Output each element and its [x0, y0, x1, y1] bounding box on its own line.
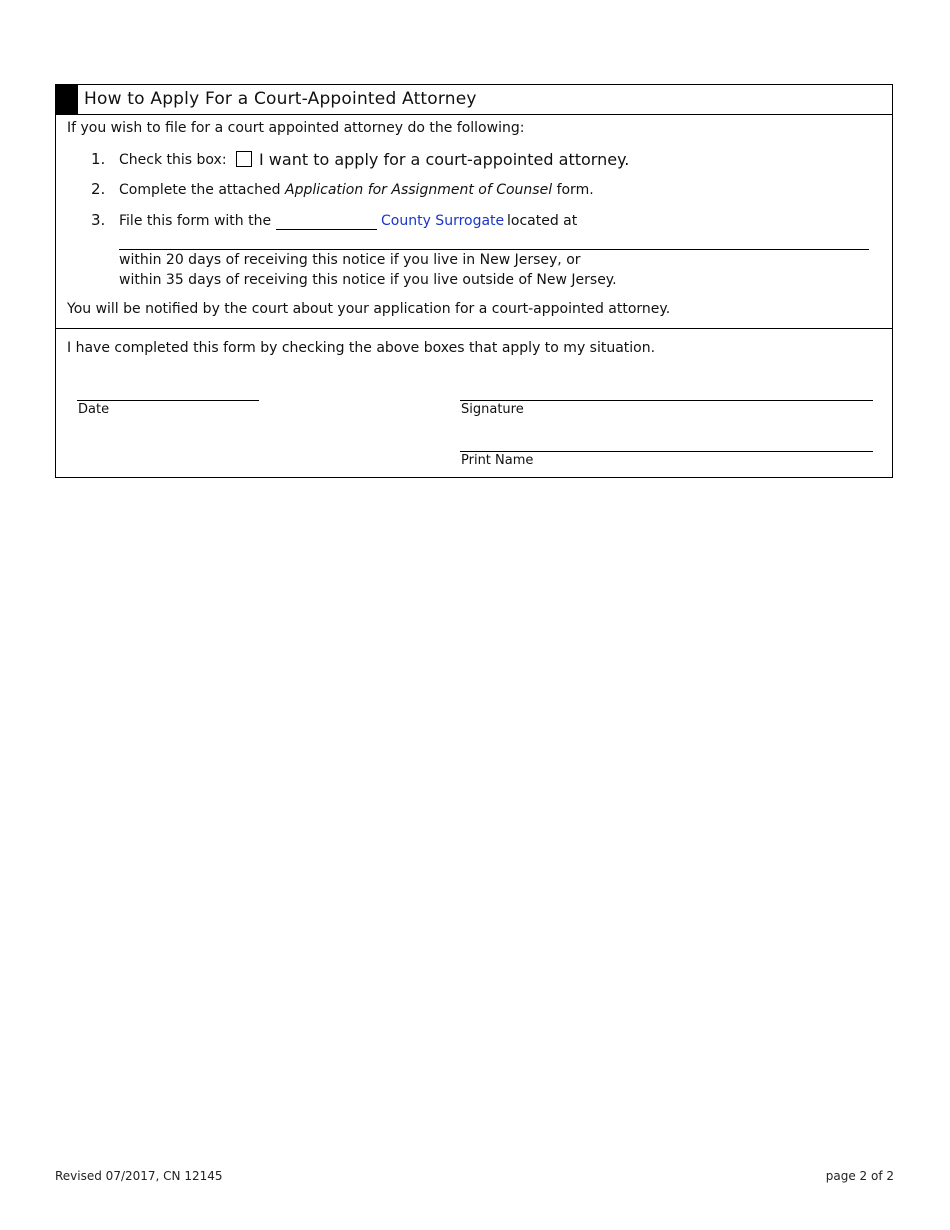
- step-1-number: 1.: [91, 150, 106, 168]
- step-2-prefix: Complete the attached: [119, 182, 281, 198]
- deadline-nj: within 20 days of receiving this notice if you live in New Jersey, or: [119, 252, 581, 268]
- signature-label: Signature: [461, 402, 524, 417]
- checkbox-label: I want to apply for a court-appointed attorney.: [259, 150, 630, 169]
- notice-text: You will be notified by the court about your application for a court-appointed attorney.: [67, 301, 671, 317]
- step-3-prefix: File this form with the: [119, 213, 272, 229]
- section-divider: [56, 328, 892, 329]
- form-name: Application for Assignment of Counsel: [285, 182, 553, 198]
- print-name-field[interactable]: [460, 434, 873, 452]
- address-field[interactable]: [119, 232, 869, 250]
- section-title: How to Apply For a Court-Appointed Attorney: [84, 89, 477, 109]
- county-field[interactable]: [276, 213, 377, 230]
- print-name-label: Print Name: [461, 453, 534, 468]
- intro-text: If you wish to file for a court appointed attorney do the following:: [67, 120, 525, 136]
- date-field[interactable]: [77, 383, 259, 401]
- step-2-number: 2.: [91, 180, 106, 198]
- step-1-prefix: Check this box:: [119, 152, 227, 168]
- header-marker: [56, 85, 78, 114]
- signature-field[interactable]: [460, 383, 873, 401]
- date-label: Date: [78, 402, 110, 417]
- revision-footer: Revised 07/2017, CN 12145: [55, 1169, 223, 1183]
- deadline-outside-nj: within 35 days of receiving this notice if you live outside of New Jersey.: [119, 272, 617, 288]
- step-2-suffix: form.: [556, 182, 594, 198]
- section-header: [56, 85, 892, 115]
- form-section: [55, 84, 893, 478]
- page-number: page 2 of 2: [825, 1169, 894, 1183]
- court-attorney-checkbox[interactable]: [236, 151, 252, 167]
- completion-statement: I have completed this form by checking the above boxes that apply to my situation.: [67, 340, 656, 356]
- county-surrogate-link[interactable]: County Surrogate: [381, 213, 505, 229]
- step-2-text: [119, 182, 594, 198]
- step-3-suffix: located at: [507, 213, 578, 229]
- step-3-number: 3.: [91, 211, 106, 229]
